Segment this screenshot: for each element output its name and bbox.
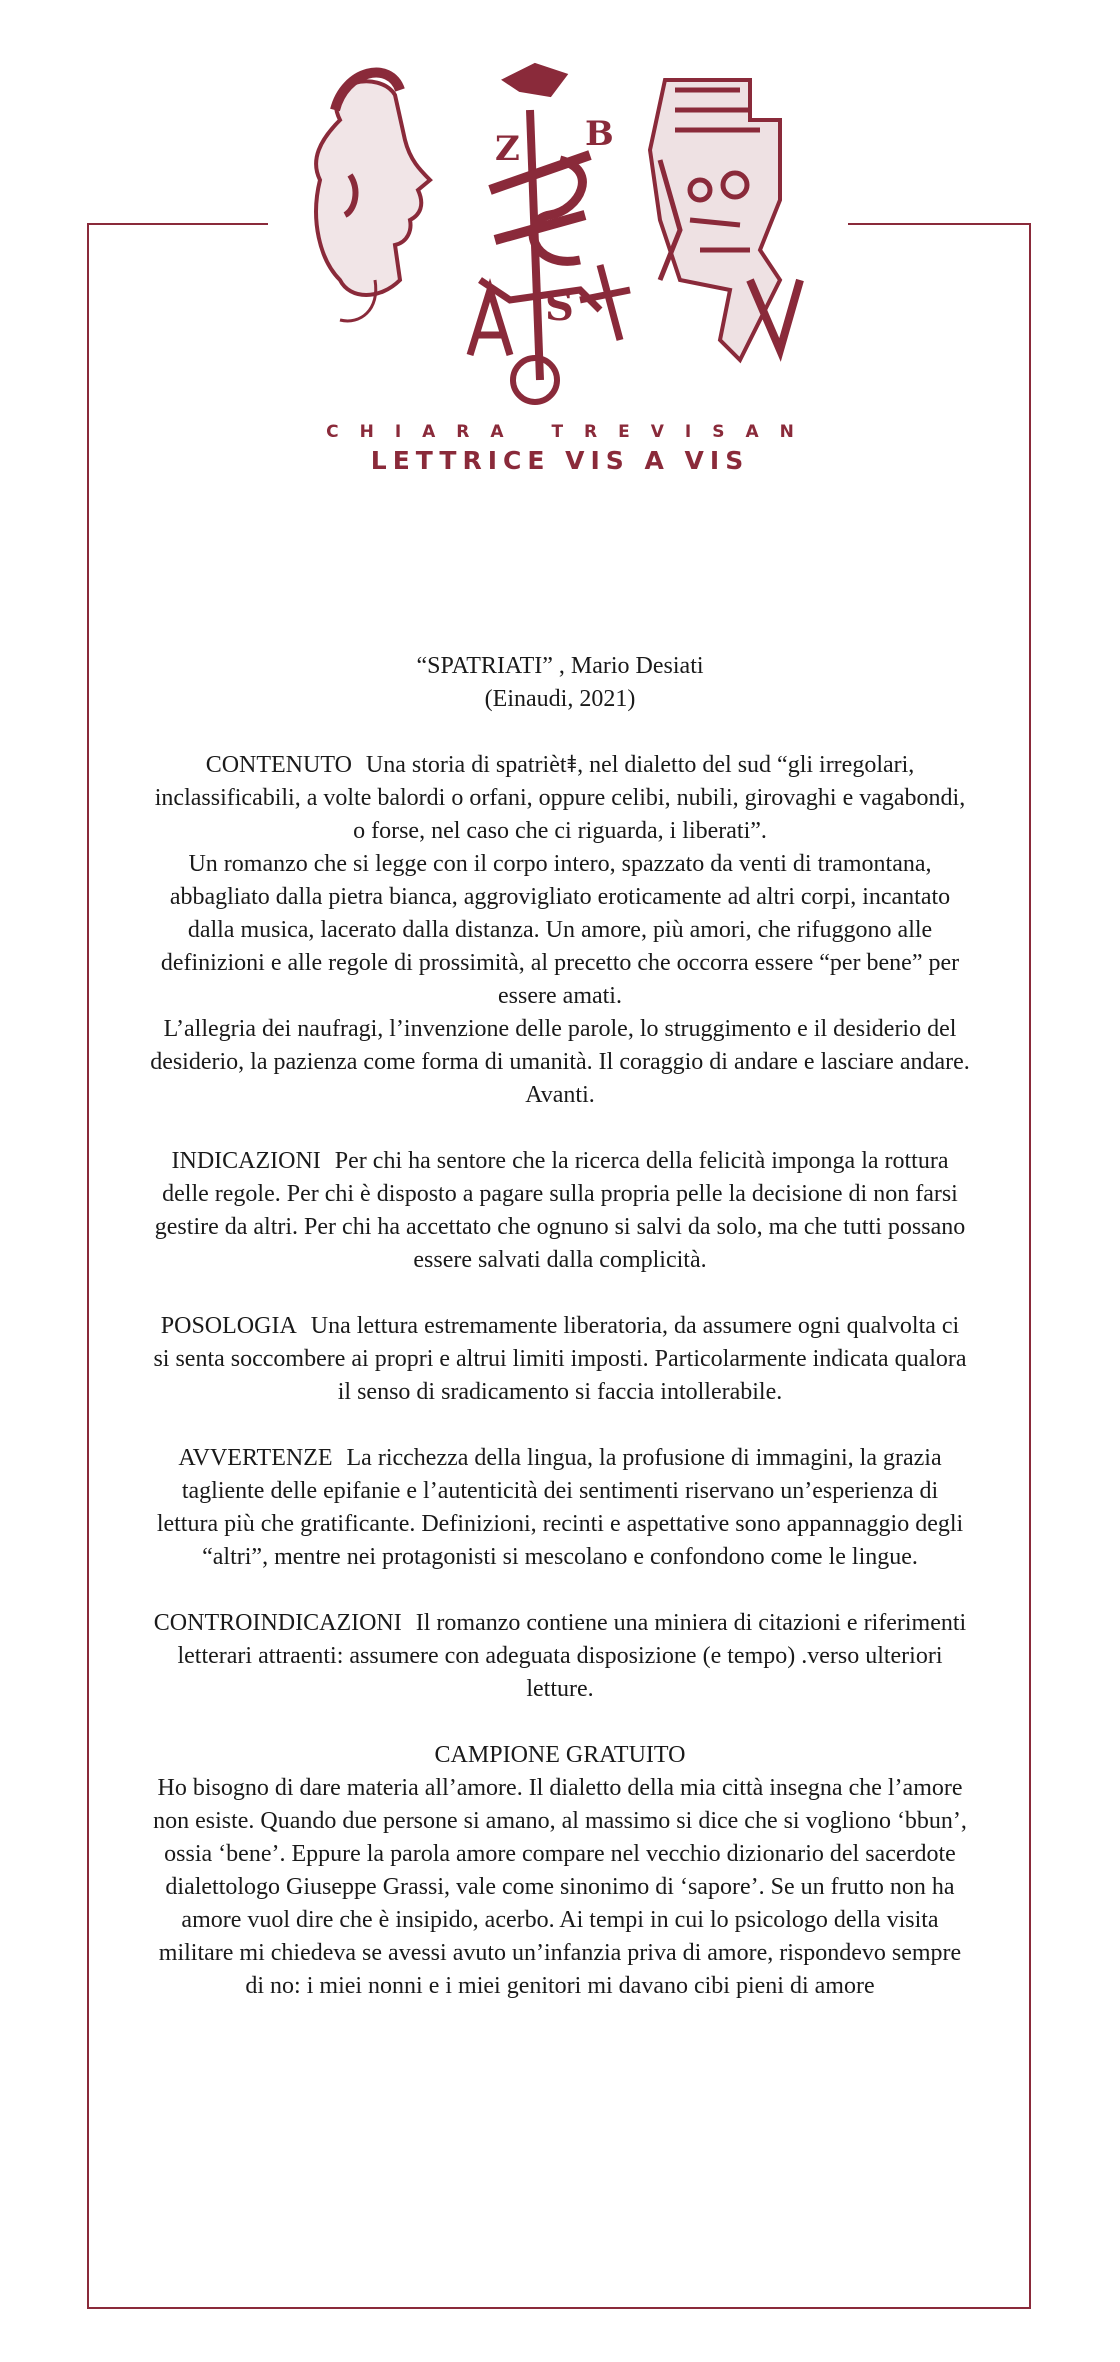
svg-text:S: S — [545, 283, 574, 330]
section-text: Il romanzo contiene una miniera di citazioni e riferimenti letterari attraenti: assumere con adeguata disposizione (e tempo) .verso ulteriori letture. — [177, 1610, 967, 1702]
letter-tower-icon — [470, 65, 630, 402]
section-label: AVVERTENZE — [178, 1445, 333, 1471]
section-campione-text: Ho bisogno di dare materia all’amore. Il dialetto della mia città insegna che l’amore non esiste. Quando due persone si amano, al massimo si dice che si vogliono ‘bbun’, ossia ‘bene’. Eppure la parola amore compare nel vecchio dizionario del sacerdote dialettologo Giuseppe Grassi, vale come sinonimo di ‘sapore’. Se un frutto non ha amore vuol dire che è insipido, acerbo. Ai tempi in cui lo psicologo della visita militare mi chiedeva se avessi avuto un’infanzia priva di amore, rispondevo sempre di no: i miei nonni e i miei genitori mi davano cibi pieni di amore — [153, 1775, 967, 1999]
book-title: “SPATRIATI” , Mario Desiati — [416, 653, 704, 679]
section-label: POSOLOGIA — [160, 1313, 297, 1339]
section-campione-label: CAMPIONE GRATUITO — [434, 1742, 686, 1768]
section-text: Una storia di spatrièt⯒, nel dialetto del sud “gli irregolari, inclassificabili, a volte balordi o orfani, oppure celibi, nubili, girovaghi e vagabondi, o forse, nel caso che ci riguarda, i liberati”. — [154, 752, 966, 844]
section-text: Per chi ha sentore che la ricerca della felicità imponga la rottura delle regole. Per chi è disposto a pagare sulla propria pelle la decisione di non farsi gestire da altri. Per chi ha accettato che ognuno si salvi da solo, ma che tutti possano essere salvati dalla complicità. — [154, 1148, 966, 1273]
review-body — [150, 650, 970, 2003]
section-text: Una lettura estremamente liberatoria, da assumere ogni qualvolta ci si senta soccombere ai propri e altrui limiti imposti. Particolarmente indicata qualora il senso di sradicamento si faccia intollerabile. — [153, 1313, 967, 1405]
brand-tagline: LETTRICE VIS A VIS — [370, 446, 750, 475]
woman-profile-icon — [316, 81, 430, 295]
section-contenuto-p3: L’allegria dei naufragi, l’invenzione delle parole, lo struggimento e il desiderio del desiderio, la pazienza come forma di umanità. Il coraggio di andare e lasciare andare. Avanti. — [150, 1016, 970, 1108]
section-avvertenze — [150, 1442, 970, 1574]
svg-text:Z: Z — [495, 129, 520, 169]
book-publisher: (Einaudi, 2021) — [484, 686, 636, 712]
section-indicazioni — [150, 1145, 970, 1277]
section-controindicazioni — [150, 1607, 970, 1706]
section-contenuto-p2: Un romanzo che si legge con il corpo intero, spazzato da venti di tramontana, abbagliato dalla pietra bianca, aggrovigliato eroticamente ad altri corpi, incantato dalla musica, lacerato dalla distanza. Un amore, più amori, che rifuggono alle definizioni e alle regole di prossimità, al precetto che occorra essere “per bene” per essere amati. — [160, 851, 960, 1009]
brand-logo — [280, 50, 840, 490]
section-posologia — [150, 1310, 970, 1409]
section-text: La ricchezza della lingua, la profusione di immagini, la grazia tagliente delle epifanie e l’autenticità dei sentimenti riservano un’esperienza di lettura più che gratificante. Definizioni, recinti e aspettative sono appannaggio degli “altri”, mentre nei protagonisti si mescolano e confondono come le lingue. — [156, 1445, 964, 1570]
svg-text:B: B — [585, 114, 614, 154]
section-label: CONTROINDICAZIONI — [153, 1610, 402, 1636]
cubist-face-icon — [650, 80, 800, 360]
logo-illustration — [280, 50, 840, 410]
brand-name: CHIARA TREVISAN — [326, 422, 815, 442]
section-label: CONTENUTO — [205, 752, 352, 778]
section-contenuto — [150, 749, 970, 848]
section-label: INDICAZIONI — [171, 1148, 321, 1174]
